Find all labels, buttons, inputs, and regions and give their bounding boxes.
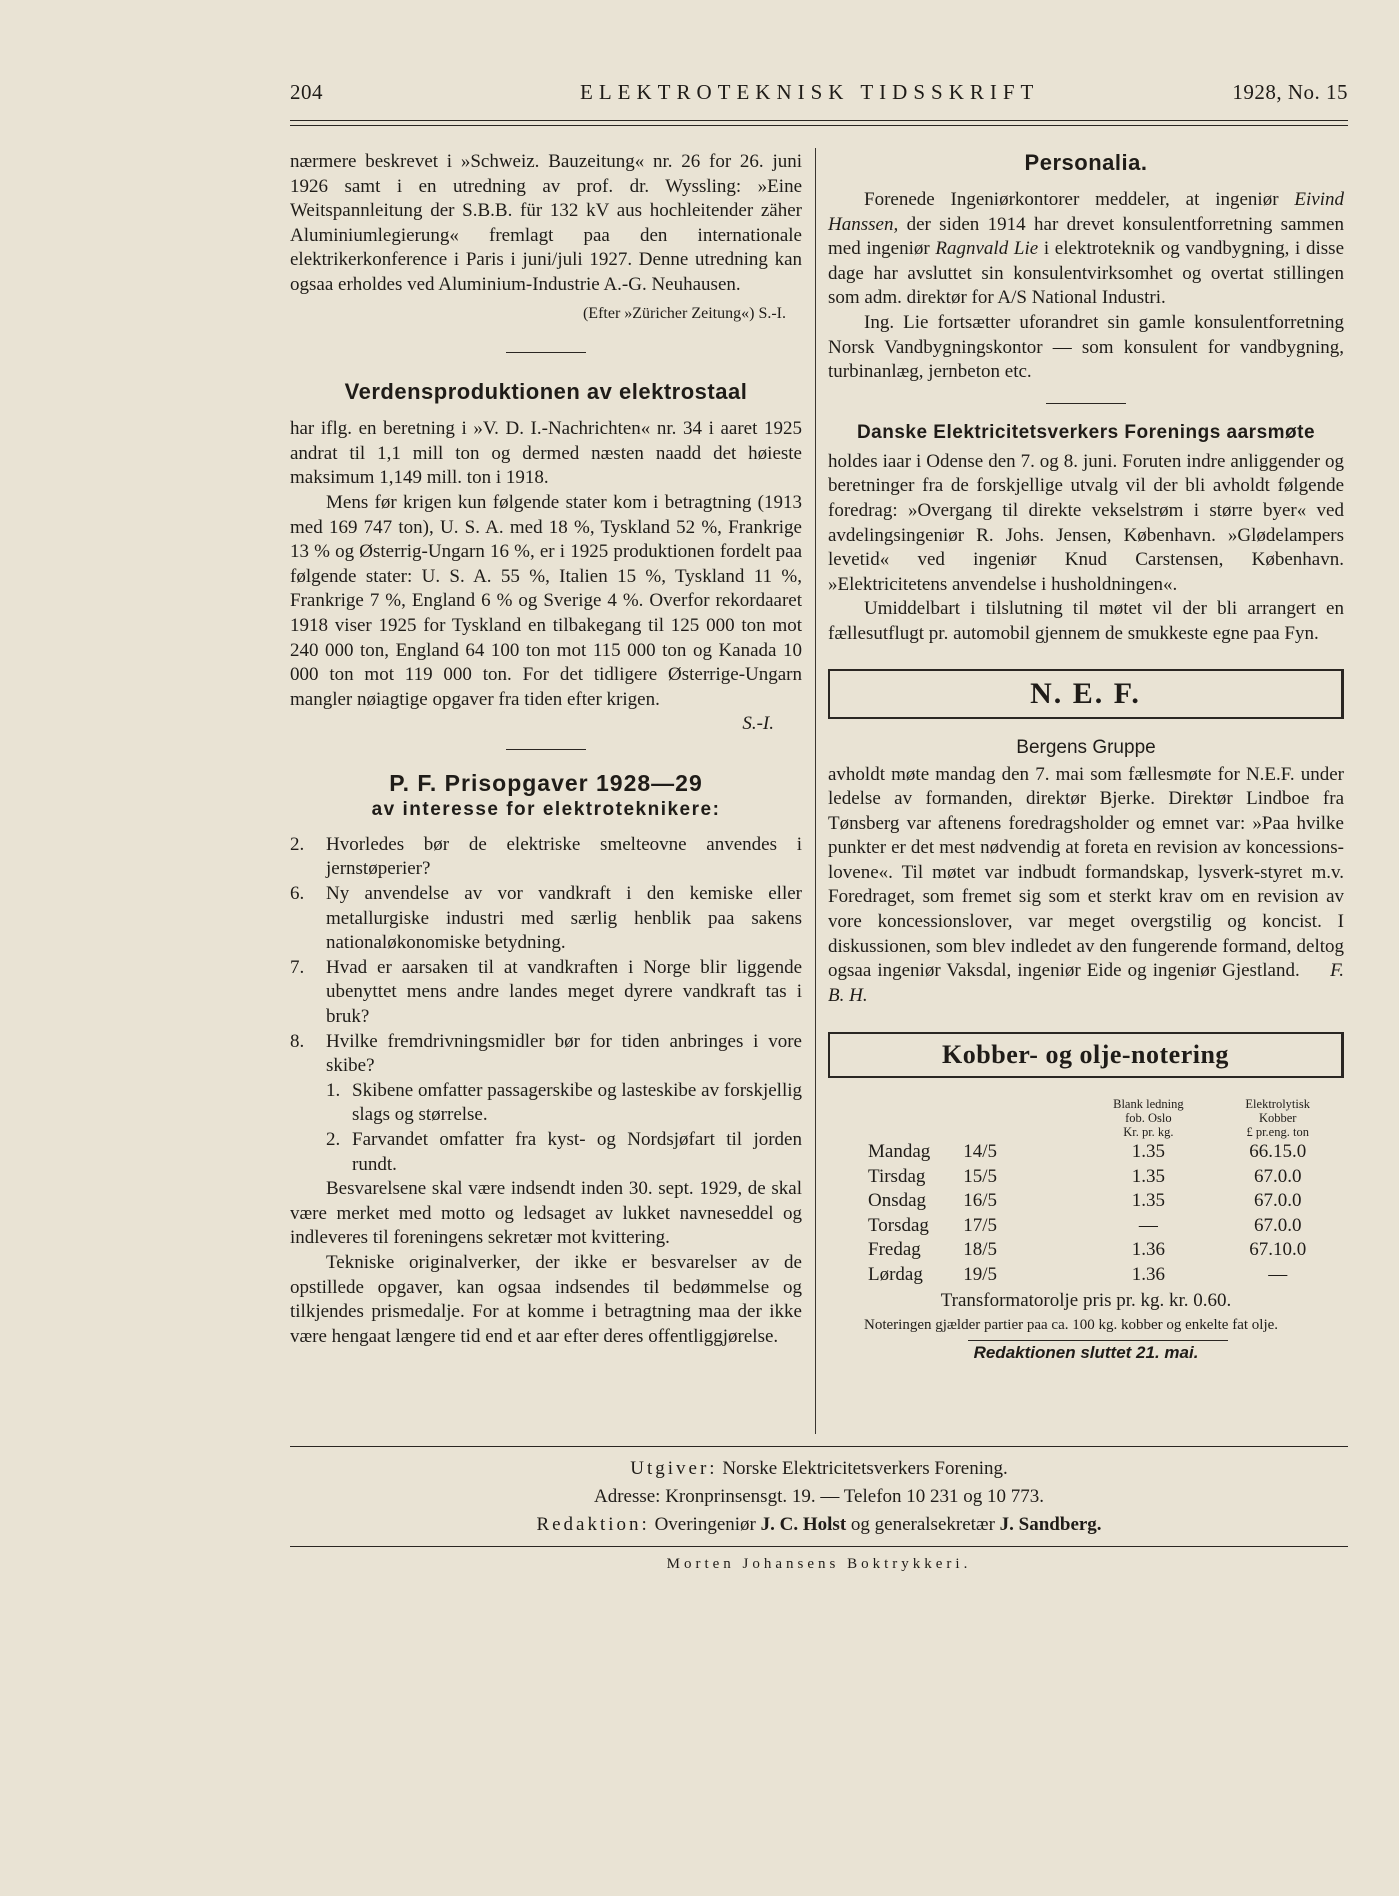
footer-rule [290, 1546, 1348, 1547]
page-number: 204 [290, 80, 323, 104]
steel-signature: S.-I. [742, 713, 774, 735]
section-rule [506, 749, 586, 750]
editor-line: Redaktion: Overingeniør J. C. Holst og generalsekretær J. Sandberg. [536, 1514, 1102, 1535]
closing-rule [968, 1340, 1228, 1341]
table-row: Onsdag 16/5 1.35 67.0.0 [868, 1190, 1302, 1212]
right-column [828, 150, 1344, 1363]
table-row: Tirsdag 15/5 1.35 67.0.0 [868, 1165, 1302, 1187]
nef-paragraph: avholdt møte mandag den 7. mai som fællesmøte for N.E.F. under ledelse av formanden, direktør Bjerke. Direktør Lindboe fra Tønsberg var aftenens foredragsholder og emnet var: »Paa hvilke punkter er det mest nødvendig at foreta en revision av koncessions-lovene«. Til møtet var indbudt formandskap, lysverk-styret m.v. Foredraget, som fremet sig som et sterkt krav om en revision av vore koncessionslover, var meget overgstilig og koncist. I diskussionen, som blev indledet av den fungerende formand, deltog ogsaa ingeniør Vaksdal, ingeniør Eide og ingeniør Gjestland. F. B. H. [828, 763, 1345, 1006]
table-row: Fredag 18/5 1.36 67.10.0 [868, 1239, 1307, 1261]
price-note: Noteringen gjælder partier paa ca. 100 kg. kobber og enkelte fat olje. [864, 1317, 1279, 1334]
danske-title: Danske Elektricitetsverkers Forenings aarsmøte [856, 421, 1316, 443]
danske-paragraph-2: Umiddelbart i tilslutning til møtet vil der bli arrangert en fællesutflugt pr. automobil gjennem de smukkeste egne paa Fyn. [828, 598, 1344, 644]
sub-item: 2. Farvandet omfatter fra kyst- og Nordsjøfart til jorden rundt. [326, 1129, 802, 1175]
footer-rule [290, 1446, 1348, 1447]
publisher-line: Utgiver: Norske Elektricitetsverkers Forening. [630, 1458, 1008, 1479]
journal-title: ELEKTROTEKNISK TIDSSKRIFT [580, 80, 1040, 104]
section-rule [1046, 403, 1126, 404]
question-item: 7. Hvad er aarsaken til at vandkraften i Norge blir liggende ubenyttet mens andre landes meget dyrere vandkraft tas i bruk? [290, 956, 802, 1028]
printer-line: Morten Johansens Boktrykkeri. [666, 1556, 972, 1572]
personalia-title: Personalia. [1024, 150, 1148, 175]
danske-paragraph-1: holdes iaar i Odense den 7. og 8. juni. Foruten indre anliggender og beretninger fra de forskjellige utvalg vil der bli avholdt følgende foredrag: »Overgang til direkte vekselstrøm i større byer« ved avdelingsingeniør R. Johs. Jensen, København. »Glødelampers levetid« ved ingeniør Knud Carstensen, København. »Elektricitetens anvendelse i husholdningen«. [828, 450, 1344, 595]
prize-title: P. F. Prisopgaver 1928—29 [389, 769, 703, 796]
person-name: Ragnvald Lie [935, 238, 1039, 260]
section-rule [506, 352, 586, 353]
column-divider [815, 148, 816, 1434]
address-line: Adresse: Kronprinsensgt. 19. — Telefon 10 231 og 10 773. [593, 1486, 1045, 1507]
price-table [868, 1096, 1344, 1287]
col-header-copper: Elektrolytisk Kobber £ pr.eng. ton [1245, 1097, 1310, 1140]
nef-signature: F. B. H. [828, 960, 1345, 1006]
editorial-closing: Redaktionen sluttet 21. mai. [828, 1343, 1344, 1363]
person-name: Eivind Hanssen, [828, 189, 1344, 235]
question-item: 2. Hvorledes bør de elektriske smelteovne anvendes i jernstøperier? [290, 833, 802, 880]
steel-title: Verdensproduktionen av elektrostaal [344, 379, 748, 405]
question-sub-items [290, 1079, 802, 1177]
table-row: Lørdag 19/5 1.36 — [868, 1263, 1288, 1285]
question-item: 6. Ny anvendelse av vor vandkraft i den kemiske eller metallurgiske industri med særlig henblik paa sakens nationaløkonomiske betydning. [290, 883, 802, 954]
table-row: Torsdag 17/5 — 67.0.0 [868, 1214, 1302, 1236]
header-rule [290, 120, 1348, 126]
prize-paragraph-1: Besvarelsene skal være indsendt inden 30. sept. 1929, de skal være merket med motto og ledsaget av lukket navneseddel og indleveres til foreningens sekretær mot kvittering. [290, 1178, 802, 1249]
personalia-paragraph-1: Forenede Ingeniørkontorer meddeler, at ingeniør Eivind Hanssen, der siden 1914 har drevet konsulentforretning sammen med ingeniør Ragnvald Lie i elektroteknik og vandbygning, i disse dage har avsluttet sin konsulentvirksomhet og overtat stillingen som adm. direktør for A/S National Industri. [828, 189, 1344, 309]
kobber-title: Kobber- og olje-notering [942, 1040, 1229, 1070]
table-row: Mandag 14/5 1.35 66.15.0 [868, 1141, 1307, 1163]
nef-box [828, 669, 1344, 719]
kobber-box [828, 1032, 1344, 1078]
left-column [290, 150, 802, 1349]
steel-paragraph-2: Mens før krigen kun følgende stater kom i betragtning (1913 med 169 747 ton), U. S. A. med 18 %, Tyskland 52 %, Frankrige 13 % og Østerrig-Ungarn 16 %, er i 1925 produktionen fordelt paa følgende stater: U. S. A. 55 %, Italien 15 %, Tyskland 11 %, Frankrige 7 %, England 6 % og Sverige 4 %. Overfor rekordaaret 1918 viser 1925 for Tyskland en tilbakegang til 125 000 ton mot 240 000 ton, England 64 100 ton mot 115 000 ton og Kanada 10 000 ton mot 119 000 ton. For det tidligere Østerrige-Ungarn mangler nøiagtige opgaver fra tiden efter krigen. [290, 491, 802, 710]
nef-subtitle: Bergens Gruppe [1016, 736, 1156, 758]
sub-item: 1. Skibene omfatter passagerskibe og lasteskibe av forskjellig slags og størrelse. [326, 1079, 802, 1126]
intro-source: (Efter »Züricher Zeitung«) S.-I. [582, 304, 786, 322]
col-header-blank: Blank ledning fob. Oslo Kr. pr. kg. [1113, 1097, 1184, 1140]
steel-paragraph-1: har iflg. en beretning i »V. D. I.-Nachrichten« nr. 34 i aaret 1925 andrat til 1,1 mill ton og dermed næsten naadd det høieste maksimum 1,149 mill. ton i 1918. [290, 418, 802, 489]
nef-title: N. E. F. [1030, 676, 1141, 710]
intro-paragraph: nærmere beskrevet i »Schweiz. Bauzeitung« nr. 26 for 26. juni 1926 samt i en utredning av prof. dr. Wyssling: »Eine Weitspannleitung der S.B.B. für 132 kV aus hochleitender zäher Aluminiumlegierung« fremlagt paa den internationale elektrikerkonference i Paris i juni/juli 1927. Denne utredning kan ogsaa erholdes ved Aluminium-Industrie A.-G. Neuhausen. [290, 151, 802, 295]
prize-subtitle: av interesse for elektroteknikere: [371, 798, 721, 820]
personalia-paragraph-2: Ing. Lie fortsætter uforandret sin gamle konsulentforretning Norsk Vandbygningskontor — som konsulent for vandbygning, turbinanlæg, jernbeton etc. [828, 311, 1344, 383]
question-item: 8. Hvilke fremdrivningsmidler bør for tiden anbringes i vore skibe? [290, 1030, 802, 1077]
prize-paragraph-2: Tekniske originalverker, der ikke er besvarelser av de opstillede opgaver, kan ogsaa indsendes til bedømmelse og tilkjendes prismedalje. For at komme i betragtning maa der ikke være hengaat længere tid end et aar efter deres offentliggjørelse. [290, 1251, 802, 1347]
prize-questions [290, 833, 802, 1079]
oil-price: Transformatorolje pris pr. kg. kr. 0.60. [940, 1290, 1232, 1312]
issue-label: 1928, No. 15 [1232, 80, 1348, 104]
